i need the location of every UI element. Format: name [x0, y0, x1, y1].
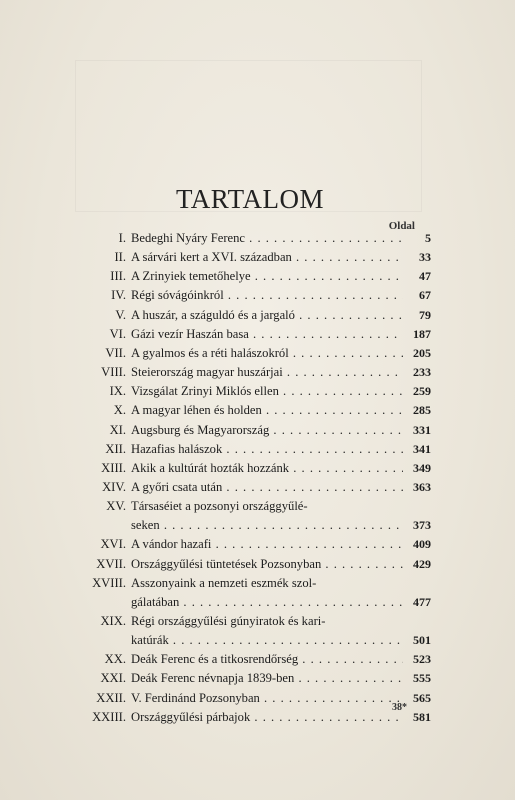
toc-entry-number: VII. — [105, 345, 126, 360]
toc-entry-number: XIX. — [100, 614, 126, 628]
toc-entry — [0, 343, 515, 363]
toc-entry-title: Országgyűlési párbajok . . . — [131, 707, 403, 727]
toc-entry — [0, 266, 515, 286]
toc-entry-page: 523 — [413, 652, 431, 667]
leader-dots — [269, 423, 403, 437]
toc-entry-page: 79 — [419, 307, 431, 322]
toc-entry-page: 477 — [413, 594, 431, 609]
toc-entry-number: XIII. — [101, 460, 126, 475]
toc-entry-title: V. Ferdinánd Pozsonyban . . . — [131, 688, 403, 708]
leader-dots — [251, 269, 403, 283]
toc-entry-title: Hazafias halászok . . . — [131, 439, 403, 459]
leader-dots — [179, 595, 403, 609]
toc-entry-number: XVIII. — [92, 575, 126, 590]
toc-entry-number: IX. — [109, 384, 126, 399]
toc-entry-title: A vándor hazafi . . . — [131, 534, 403, 554]
leader-dots — [298, 652, 403, 666]
leader-dots — [294, 671, 403, 685]
toc-entry — [0, 573, 515, 609]
leader-dots — [224, 288, 403, 302]
toc-entry-number: III. — [110, 269, 126, 284]
toc-entry-title: katúrák . . . — [131, 630, 403, 650]
toc-entry — [0, 496, 515, 533]
toc-entry-page: 5 — [425, 231, 431, 245]
toc-entry — [0, 381, 515, 401]
toc-entry-page: 205 — [413, 345, 431, 360]
toc-entry — [0, 324, 515, 344]
toc-entry-number: XX. — [104, 652, 126, 667]
toc-entry-page: 363 — [413, 479, 431, 494]
toc-entry-page: 581 — [413, 709, 431, 724]
toc-entry-title: A gyalmos és a réti halászokról . . . — [131, 343, 403, 363]
page-title: TARTALOM — [175, 184, 325, 214]
toc-entry-number: VIII. — [101, 365, 126, 380]
leader-dots — [222, 480, 403, 494]
toc-entry — [0, 439, 515, 459]
toc-entry-title: Társaséiet a pozsonyi országgyűlé- — [131, 499, 308, 514]
toc-entry — [0, 554, 515, 574]
toc-entry-page: 259 — [413, 384, 431, 399]
toc-entry — [0, 420, 515, 440]
toc-entry-title: Augsburg és Magyarország . . . — [131, 420, 403, 440]
leader-dots — [245, 231, 403, 245]
leader-dots — [283, 365, 403, 379]
toc-entry-title: Akik a kultúrát hozták hozzánk . . . — [131, 458, 403, 478]
toc-entry-title: A sárvári kert a XVI. században . . . — [131, 247, 403, 267]
toc-entry-page: 501 — [413, 633, 431, 648]
leader-dots — [289, 461, 403, 475]
toc-entry-number: II. — [114, 250, 126, 265]
toc-entry-title: Deák Ferenc névnapja 1839-ben . . . — [131, 668, 403, 688]
toc-entry — [0, 688, 515, 708]
page-folio: 38* — [392, 702, 407, 713]
toc-entry-page: 373 — [413, 518, 431, 533]
toc-entry — [0, 611, 515, 648]
leader-dots — [262, 403, 403, 417]
toc-entry — [0, 707, 515, 727]
toc-entry-title: Országgyűlési tüntetések Pozsonyban . . . — [131, 554, 403, 574]
toc-entry-title: A Zrinyiek temetőhelye . . . — [131, 266, 403, 286]
leader-dots — [169, 633, 403, 647]
leader-dots — [160, 518, 403, 532]
toc-entry-page: 33 — [419, 250, 431, 265]
toc-entry-number: XIV. — [102, 479, 126, 494]
toc-entry-title: Bedeghi Nyáry Ferenc . . . — [131, 228, 403, 248]
leader-dots — [295, 308, 403, 322]
toc-entry — [0, 400, 515, 420]
toc-entry — [0, 362, 515, 382]
leader-dots — [249, 327, 403, 341]
leader-dots — [260, 691, 403, 705]
toc-entry-number: XVI. — [100, 537, 126, 552]
toc-entry-page: 285 — [413, 403, 431, 418]
leader-dots — [222, 442, 403, 456]
toc-entry-title: A huszár, a száguldó és a jargaló . . . — [131, 305, 403, 325]
toc-entry-number: XV. — [106, 499, 126, 514]
toc-entry-number: V. — [115, 307, 126, 322]
leader-dots — [321, 557, 403, 571]
toc-entry-number: XII. — [105, 441, 126, 456]
toc-entry — [0, 534, 515, 554]
toc-entry-page: 565 — [413, 690, 431, 705]
toc-entry — [0, 458, 515, 478]
toc-entry-page: 409 — [413, 537, 431, 552]
toc-entry-page: 555 — [413, 671, 431, 686]
toc-entry-title: Régi országgyűlési gúnyiratok és kari- — [131, 614, 326, 628]
toc-entry — [0, 477, 515, 497]
toc-entry-number: VI. — [109, 326, 126, 341]
toc-entry-title: Vizsgálat Zrinyi Miklós ellen . . . — [131, 381, 403, 401]
toc-entry-number: XXIII. — [92, 709, 126, 724]
toc-entry-title: A magyar léhen és holden . . . — [131, 400, 403, 420]
toc-entry — [0, 668, 515, 688]
toc-entry-page: 349 — [413, 460, 431, 475]
toc-entry-number: I. — [118, 231, 126, 245]
toc-entry — [0, 305, 515, 325]
leader-dots — [292, 250, 403, 264]
toc-entry-page: 341 — [413, 441, 431, 456]
toc-entry-page: 47 — [419, 269, 431, 284]
toc-entry-title: A győri csata után . . . — [131, 477, 403, 497]
toc-entry-number: X. — [113, 403, 126, 418]
toc-entry-page: 187 — [413, 326, 431, 341]
toc-entry-number: XXI. — [100, 671, 126, 686]
toc-entry — [0, 228, 515, 248]
toc-entry-number: XVII. — [96, 556, 126, 571]
leader-dots — [289, 346, 403, 360]
toc-entry-title: gálatában . . . — [131, 592, 403, 612]
toc-entry-title: Régi sóvágóinkról . . . — [131, 285, 403, 305]
toc-entry-page: 429 — [413, 556, 431, 571]
toc-entry — [0, 247, 515, 267]
toc-entry-number: XXII. — [96, 690, 126, 705]
toc-entry-page: 331 — [413, 422, 431, 437]
toc-entry — [0, 285, 515, 305]
toc-entry-number: XI. — [109, 422, 126, 437]
toc-entry-title: Deák Ferenc és a titkosrendőrség . . . — [131, 649, 403, 669]
toc-entry-page: 67 — [419, 288, 431, 303]
toc-entry-title: Steierország magyar huszárjai . . . — [131, 362, 403, 382]
page-column-label: Oldal — [388, 220, 415, 232]
toc-entry-page: 233 — [413, 365, 431, 380]
leader-dots — [250, 710, 403, 724]
toc-entry-title: seken . . . — [131, 515, 403, 535]
toc-entry-number: IV. — [111, 288, 126, 303]
toc-entry-title: Gázi vezír Haszán basa . . . — [131, 324, 403, 344]
leader-dots — [211, 537, 403, 551]
toc-entry-title: Asszonyaink a nemzeti eszmék szol- — [131, 575, 317, 590]
leader-dots — [279, 384, 403, 398]
toc-entry — [0, 649, 515, 669]
